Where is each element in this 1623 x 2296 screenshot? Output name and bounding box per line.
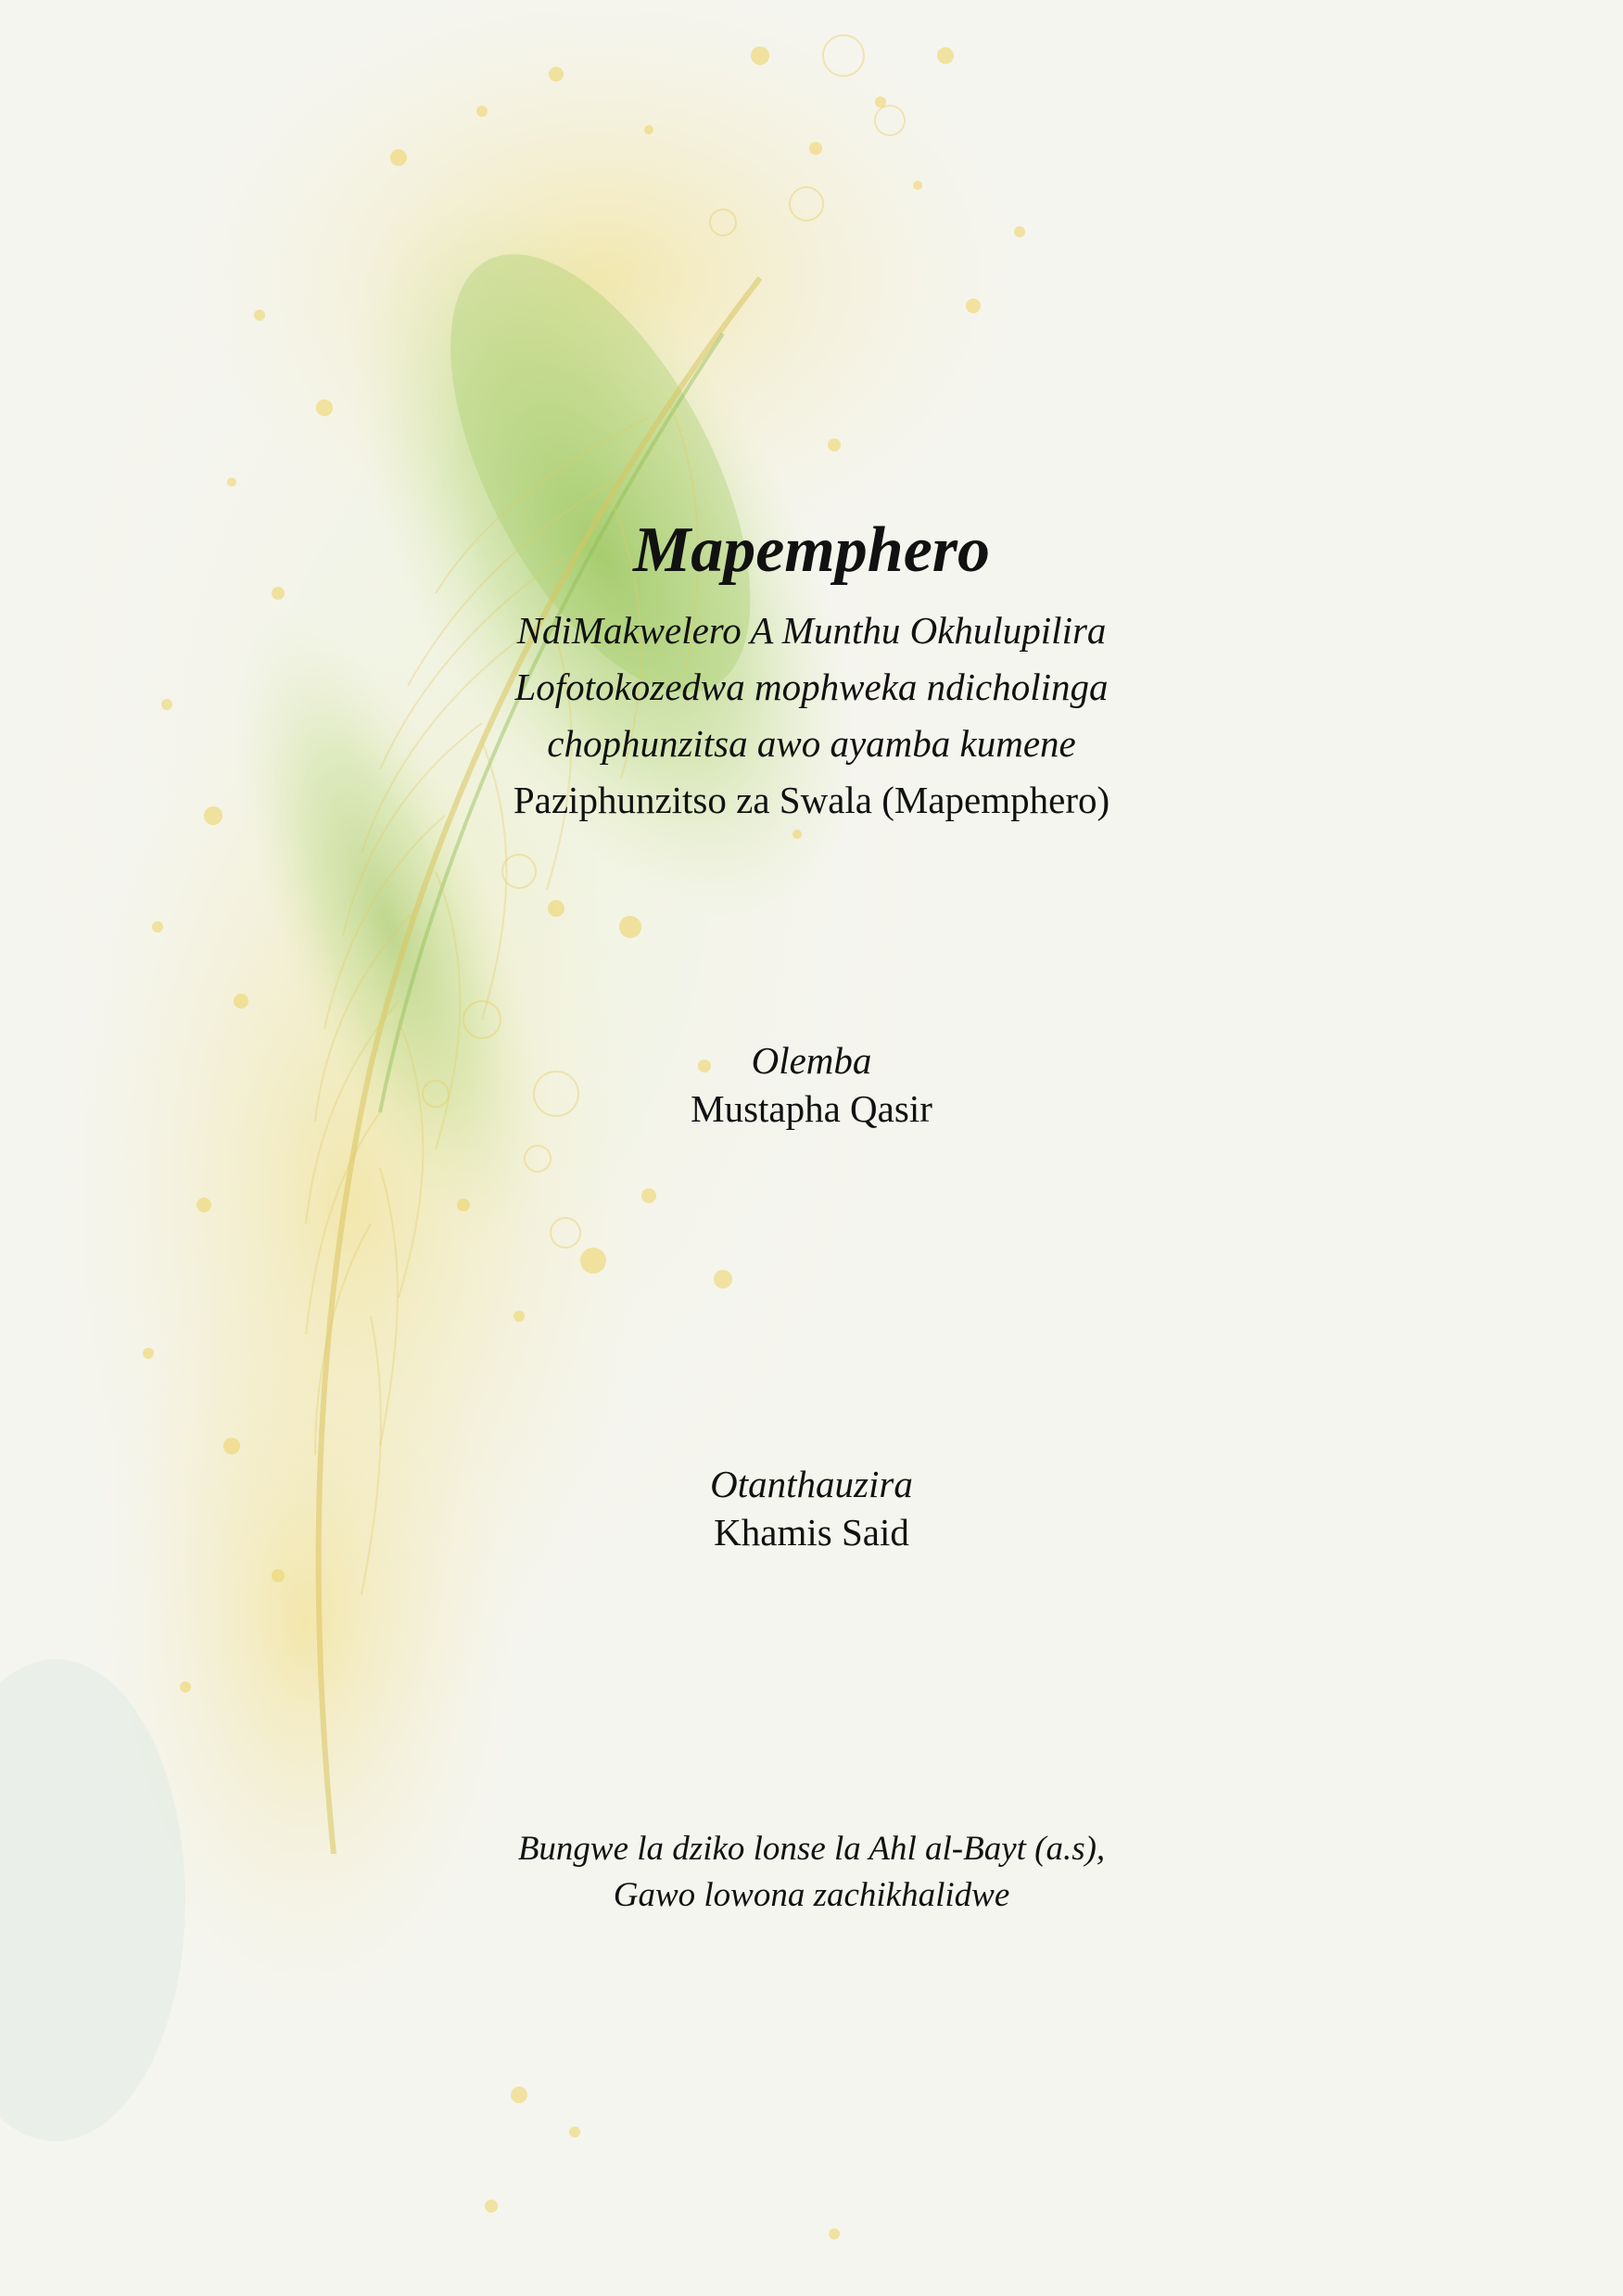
author-name: Mustapha Qasir bbox=[691, 1087, 932, 1130]
author-label: Olemba bbox=[751, 1039, 872, 1082]
translator-name: Khamis Said bbox=[714, 1511, 909, 1554]
book-title: Mapemphero bbox=[633, 514, 990, 586]
subtitle-line: chophunzitsa awo ayamba kumene bbox=[547, 722, 1076, 765]
translator-block bbox=[0, 1460, 1623, 1556]
subtitle-line: Lofotokozedwa mophweka ndicholinga bbox=[514, 666, 1109, 708]
publisher-line: Bungwe la dziko lonse la Ahl al-Bayt (a.s), bbox=[517, 1830, 1106, 1868]
publisher-line: Gawo lowona zachikhalidwe bbox=[613, 1876, 1010, 1914]
author-block bbox=[0, 1036, 1623, 1133]
subtitle-topic: Paziphunzitso za Swala (Mapemphero) bbox=[513, 779, 1110, 821]
translator-label: Otanthauzira bbox=[710, 1463, 913, 1505]
subtitle-block bbox=[0, 603, 1623, 829]
publisher-block bbox=[0, 1826, 1623, 1919]
subtitle-line: NdiMakwelero A Munthu Okhulupilira bbox=[516, 609, 1107, 652]
